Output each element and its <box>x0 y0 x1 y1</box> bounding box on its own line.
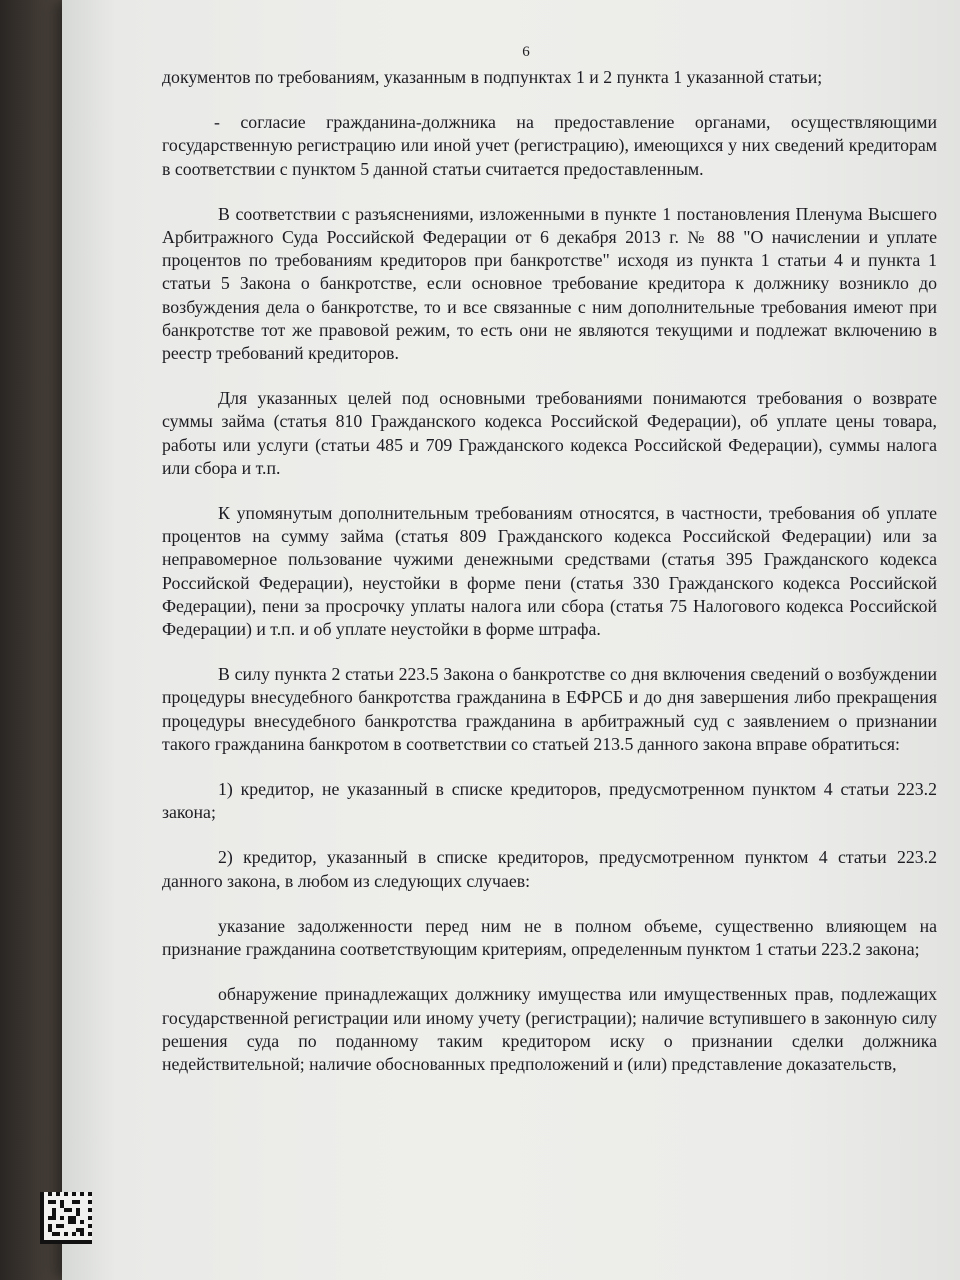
page-number: 6 <box>522 44 530 60</box>
list-item-1: 1) кредитор, не указанный в списке кредиторов, предусмотренном пунктом 4 статьи 223.2 закона; <box>162 779 937 823</box>
paragraph-additional-claims: К упомянутым дополнительным требованиям относятся, в частности, требования об уплате процентов на сумму займа (статья 809 Гражданского кодекса Российской Федерации) или за неправомерное пользование чужими денежными средствами (статья 395 Гражданского кодекса Российской Федерации), неустойки в форме пени (статья 330 Гражданского кодекса Российской Федерации), пени за просрочку уплаты налога или сбора (статья 75 Налогового кодекса Российской Федерации) и т.п. и об уплате неустойки в форме штрафа. <box>162 503 937 640</box>
list-item-2: 2) кредитор, указанный в списке кредиторов, предусмотренном пунктом 4 статьи 223.2 данного закона, в любом из следующих случаев: <box>162 847 937 891</box>
paragraph-plenum-clarification: В соответствии с разъяснениями, изложенными в пункте 1 постановления Пленума Высшего Арбитражного Суда Российской Федерации от 6 декабря 2013 г. № 88 "О начислении и уплате процентов по требованиям кредиторов при банкротстве" исходя из пункта 1 статьи 4 и пункта 1 статьи 5 Закона о банкротстве, если основное требование кредитора к должнику возникло до возбуждения дела о банкротстве, то и все связанные с ним дополнительные требования имеют при банкротстве тот же правовой режим, то есть они не являются текущими и подлежат включению в реестр требований кредиторов. <box>162 203 937 364</box>
document-body <box>162 66 937 1098</box>
document-page <box>62 0 960 1280</box>
paragraph-main-claims: Для указанных целей под основными требованиями понимаются требования о возврате суммы займа (статья 810 Гражданского кодекса Российской Федерации), об уплате цены товара, работы или услуги (статьи 485 и 709 Гражданского кодекса Российской Федерации), суммы налога или сбора и т.п. <box>162 388 937 478</box>
paragraph-continuation: документов по требованиям, указанным в подпунктах 1 и 2 пункта 1 указанной статьи; <box>162 67 823 87</box>
paragraph-incomplete-debt: указание задолженности перед ним не в полном объеме, существенно влияющем на признание гражданина соответствующим критериям, определенным пунктом 1 статьи 223.2 закона; <box>162 915 937 960</box>
paragraph-article-223-5: В силу пункта 2 статьи 223.5 Закона о банкротстве со дня включения сведений о возбуждении процедуры внесудебного банкротства гражданина в ЕФРСБ и до дня завершения либо прекращения процедуры внесудебного банкротства гражданина в арбитражный суд с заявлением о признании такого гражданина банкротом в соответствии со статьей 213.5 данного закона вправе обратиться: <box>162 664 937 754</box>
paragraph-discovery-of-property: обнаружение принадлежащих должнику имущества или имущественных прав, подлежащих государственной регистрации или иному учету (регистрации); наличие вступившего в законную силу решения суда по поданному таким кредитором иску о признании сделки должника недействительной; наличие обоснованных предположений и (или) представление доказательств, <box>162 984 937 1074</box>
paragraph-consent: - согласие гражданина-должника на предоставление органами, осуществляющими государственную регистрацию или иной учет (регистрацию), имеющихся у них сведений кредиторам в соответствии с пунктом 5 данной статьи считается предоставленным. <box>162 112 937 179</box>
datamatrix-code-icon <box>40 1192 92 1244</box>
